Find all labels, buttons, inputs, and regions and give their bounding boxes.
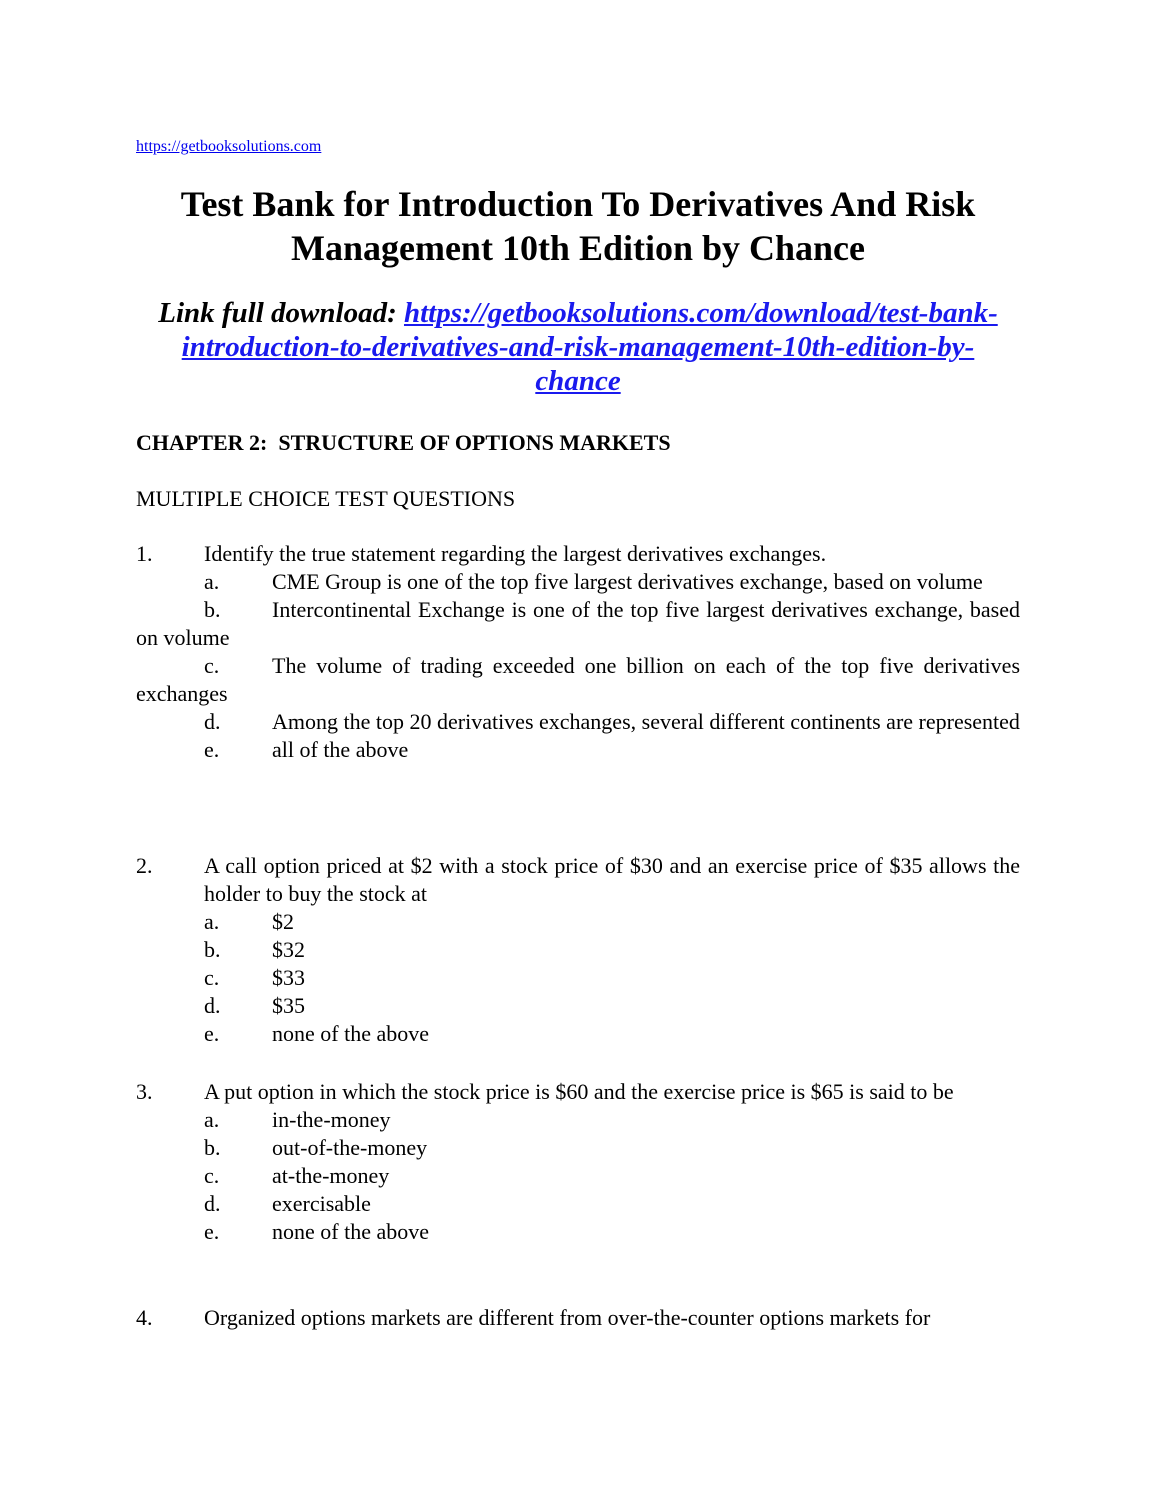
question-text: A call option priced at $2 with a stock price of $30 and an exercise price of $35 allows the holder to buy the stock at	[204, 853, 1020, 906]
option-label: e.	[204, 1219, 220, 1244]
download-line	[100, 296, 1056, 398]
option-label: d.	[204, 993, 221, 1018]
answer-option	[136, 736, 1020, 764]
option-label: b.	[204, 937, 221, 962]
document-title	[100, 182, 1056, 270]
question-text: Identify the true statement regarding the largest derivatives exchanges.	[204, 541, 827, 566]
question-stem	[136, 852, 1020, 908]
question-stem	[136, 1078, 1020, 1106]
option-text: Intercontinental Exchange is one of the top five largest derivatives exchange, based on volume	[136, 597, 1020, 650]
option-label: a.	[204, 909, 220, 934]
answer-option	[136, 992, 1020, 1020]
section-heading: MULTIPLE CHOICE TEST QUESTIONS	[136, 486, 516, 511]
download-label: Link full download:	[158, 297, 397, 329]
answer-option	[136, 964, 1020, 992]
download-url-part-2[interactable]: introduction-to-derivatives-and-risk-management-10th-edition-by-	[181, 331, 975, 363]
title-line-1: Test Bank for Introduction To Derivatives And Risk	[180, 184, 976, 224]
answer-option	[136, 1020, 1020, 1048]
option-text: $33	[272, 965, 305, 990]
option-label: c.	[204, 653, 220, 678]
question-number: 4.	[136, 1305, 153, 1330]
option-text: none of the above	[272, 1021, 429, 1046]
site-link[interactable]: https://getbooksolutions.com	[136, 138, 322, 155]
answer-option	[136, 708, 1020, 736]
title-line-2: Management 10th Edition by Chance	[290, 228, 866, 268]
option-text: none of the above	[272, 1219, 429, 1244]
question-text: A put option in which the stock price is $60 and the exercise price is $65 is said to be	[204, 1079, 954, 1104]
option-label: b.	[204, 1135, 221, 1160]
option-label: b.	[204, 597, 221, 622]
option-text: exercisable	[272, 1191, 371, 1216]
option-text: $35	[272, 993, 305, 1018]
question-2	[136, 852, 1020, 1048]
answer-option	[136, 1218, 1020, 1246]
question-number: 1.	[136, 541, 153, 566]
option-label: c.	[204, 965, 220, 990]
option-label: c.	[204, 1163, 220, 1188]
answer-option	[136, 936, 1020, 964]
answer-option	[136, 1190, 1020, 1218]
question-stem	[136, 1304, 1020, 1332]
answer-option	[136, 1106, 1020, 1134]
option-text: CME Group is one of the top five largest derivatives exchange, based on volume	[272, 569, 983, 594]
answer-option	[136, 1162, 1020, 1190]
download-url-part-3[interactable]: chance	[535, 365, 621, 397]
answer-option	[136, 908, 1020, 936]
option-text: $2	[272, 909, 294, 934]
question-number: 2.	[136, 853, 153, 878]
answer-option	[136, 1134, 1020, 1162]
question-text: Organized options markets are different from over-the-counter options markets for	[204, 1305, 931, 1330]
option-label: e.	[204, 737, 220, 762]
option-text: in-the-money	[272, 1107, 391, 1132]
option-label: e.	[204, 1021, 220, 1046]
option-label: d.	[204, 709, 221, 734]
option-label: a.	[204, 1107, 220, 1132]
question-1	[136, 540, 1020, 764]
answer-option	[136, 652, 1020, 708]
option-text: at-the-money	[272, 1163, 390, 1188]
option-text: The volume of trading exceeded one billion on each of the top five derivatives exchanges	[136, 653, 1020, 706]
question-number: 3.	[136, 1079, 153, 1104]
chapter-heading: CHAPTER 2: STRUCTURE OF OPTIONS MARKETS	[136, 430, 671, 455]
question-4	[136, 1304, 1020, 1332]
question-stem	[136, 540, 1020, 568]
option-text: out-of-the-money	[272, 1135, 428, 1160]
download-url-part-1[interactable]: https://getbooksolutions.com/download/test-bank-	[403, 297, 998, 329]
option-text: $32	[272, 937, 305, 962]
answer-option	[136, 568, 1020, 596]
question-3	[136, 1078, 1020, 1246]
option-label: a.	[204, 569, 220, 594]
option-label: d.	[204, 1191, 221, 1216]
option-text: Among the top 20 derivatives exchanges, several different continents are represented	[272, 709, 1020, 734]
option-text: all of the above	[272, 737, 409, 762]
answer-option	[136, 596, 1020, 652]
